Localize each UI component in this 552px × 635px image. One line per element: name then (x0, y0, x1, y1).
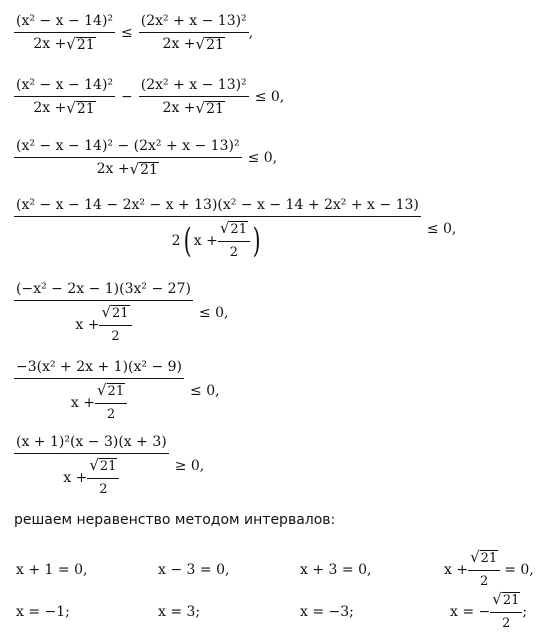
operator: ≤ (121, 24, 133, 41)
inequality-line-7 (14, 433, 210, 499)
numerator (99, 303, 131, 326)
fraction (14, 137, 242, 178)
radical (470, 548, 498, 566)
operator: − (121, 88, 133, 105)
den-text: 2x + (162, 36, 196, 52)
numerator: (x² − x − 14)² − (2x² + x − 13)² (14, 137, 242, 158)
fraction-right (139, 12, 249, 53)
numerator: (−x² − 2x − 1)(3x² − 27) (14, 280, 193, 301)
tail: ≤ 0, (426, 221, 457, 237)
inequality-line-1 (14, 12, 253, 53)
inequality-line-3 (14, 137, 283, 178)
den-coef: 2 (171, 232, 181, 249)
method-text: решаем неравенство методом интервалов: (14, 512, 336, 528)
denominator (161, 97, 227, 117)
denominator: 2 (99, 482, 108, 497)
denominator (69, 379, 129, 424)
numerator: (2x² + x − 13)² (139, 76, 249, 97)
den-text: x + (75, 316, 100, 333)
tail: ≤ 0, (198, 305, 229, 321)
den-text: 2x + (96, 161, 130, 177)
numerator: (x² − x − 14 − 2x² − x + 13)(x² − x − 14 + 2x² + x − 13) (14, 196, 421, 217)
radicand: 21 (206, 37, 224, 53)
radicand: 21 (140, 162, 158, 178)
denominator: 2 (479, 574, 489, 589)
radical (130, 160, 159, 178)
sqrt-fraction (218, 219, 250, 262)
root-3: x = −3; (300, 604, 354, 620)
inequality-line-6 (14, 358, 226, 424)
numerator: (x² − x − 14)² (14, 76, 115, 97)
right-paren-icon: ) (252, 220, 261, 261)
radicand: 21 (230, 222, 247, 237)
inequality-line-5 (14, 280, 234, 346)
denominator: 2 (111, 329, 120, 344)
tail: , (248, 24, 254, 41)
left-paren-icon: ( (183, 220, 192, 261)
denominator: 2 (229, 245, 239, 260)
den-text: x + (70, 394, 95, 411)
denominator (95, 158, 161, 178)
numerator (468, 548, 500, 571)
denominator (73, 301, 133, 346)
radical (66, 35, 95, 53)
root-1: x = −1; (16, 604, 70, 620)
radicand: 21 (99, 459, 117, 474)
inequality-line-4 (14, 196, 462, 262)
radicand: 21 (480, 551, 498, 566)
root-2: x = 3; (158, 604, 201, 620)
den-text: x + (63, 469, 88, 486)
numerator (490, 590, 522, 613)
sqrt-fraction (468, 548, 500, 591)
denominator (61, 454, 121, 499)
radical (89, 456, 117, 474)
sqrt-icon: √ (96, 381, 107, 399)
sqrt-icon: √ (89, 456, 99, 474)
tail: ≤ 0, (254, 88, 285, 105)
fraction (14, 280, 193, 346)
sqrt-icon: √ (66, 35, 76, 53)
root-4 (450, 590, 527, 633)
radical (492, 590, 520, 608)
equation-4 (444, 548, 534, 591)
sqrt-icon: √ (101, 303, 111, 321)
sqrt-icon: √ (219, 219, 230, 237)
equation-1: x + 1 = 0, (16, 562, 88, 578)
den-text: x + (193, 232, 218, 249)
radical (97, 381, 125, 399)
denominator (31, 33, 97, 53)
radicand: 21 (76, 37, 95, 53)
numerator: (x² − x − 14)² (14, 12, 115, 33)
numerator: −3(x² + 2x + 1)(x² − 9) (14, 358, 184, 379)
denominator (161, 33, 227, 53)
numerator: (x + 1)²(x − 3)(x + 3) (14, 433, 169, 454)
sqrt-fraction (99, 303, 131, 346)
numerator (87, 456, 119, 479)
sqrt-icon: √ (195, 35, 206, 53)
eq-tail: = 0, (504, 561, 534, 578)
denominator: 2 (502, 616, 511, 631)
radicand: 21 (502, 593, 520, 608)
radical (196, 99, 225, 117)
radicand: 21 (112, 306, 129, 321)
denominator: 2 (106, 407, 116, 422)
sqrt-icon: √ (470, 548, 480, 566)
fraction (14, 196, 421, 262)
radical (196, 35, 225, 53)
root-text: x = − (450, 603, 491, 620)
numerator: (2x² + x − 13)² (139, 12, 249, 33)
radicand: 21 (206, 101, 224, 117)
sqrt-icon: √ (492, 590, 502, 608)
den-text: 2x + (33, 36, 67, 52)
den-text: 2x + (162, 100, 196, 116)
denominator (31, 97, 97, 117)
fraction-left (14, 76, 115, 117)
denominator (170, 217, 266, 262)
fraction-left (14, 12, 115, 53)
equation-2: x − 3 = 0, (158, 562, 230, 578)
radicand: 21 (76, 101, 95, 117)
tail: ≤ 0, (247, 149, 278, 166)
eq-text: x + (444, 561, 469, 578)
den-text: 2x + (33, 100, 67, 116)
inequality-line-2 (14, 76, 290, 117)
radicand: 21 (107, 384, 125, 399)
fraction (14, 358, 184, 424)
root-tail: ; (522, 603, 528, 620)
sqrt-icon: √ (66, 99, 76, 117)
equation-3: x + 3 = 0, (300, 562, 372, 578)
sqrt-fraction (490, 590, 522, 633)
fraction (14, 433, 169, 499)
tail: ≤ 0, (190, 383, 220, 399)
tail: ≥ 0, (174, 458, 205, 474)
numerator (218, 219, 250, 242)
sqrt-fraction (87, 456, 119, 499)
numerator (95, 381, 127, 404)
sqrt-icon: √ (195, 99, 206, 117)
fraction-right (139, 76, 249, 117)
radical (101, 303, 129, 321)
radical (220, 219, 248, 237)
sqrt-icon: √ (129, 160, 140, 178)
radical (66, 99, 95, 117)
sqrt-fraction (95, 381, 127, 424)
